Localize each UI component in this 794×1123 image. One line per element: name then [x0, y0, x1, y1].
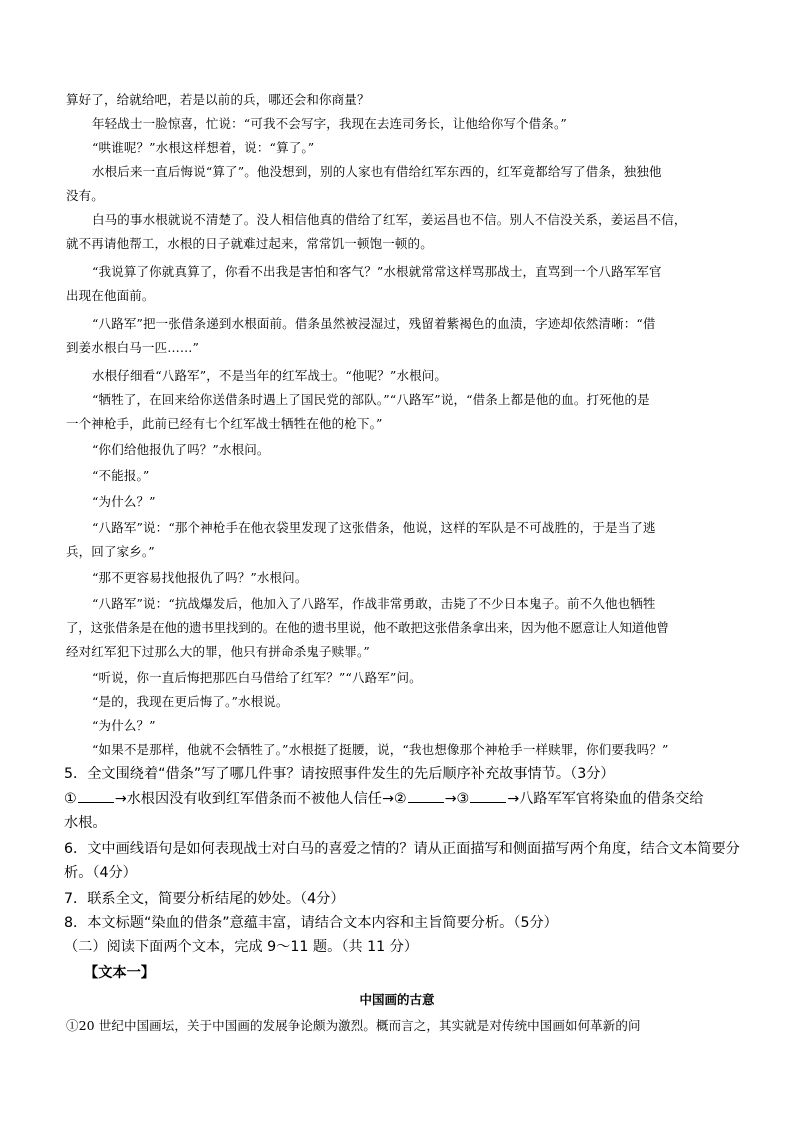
- story-line: “为什么？”: [92, 494, 156, 509]
- story-line: 出现在他面前。: [66, 288, 155, 303]
- question-6: 6．文中画线语句是如何表现战士对白马的喜爱之情的？请从正面描写和侧面描写两个角度，结合文本简要分: [64, 841, 740, 857]
- question-5-tail: 水根。: [64, 815, 107, 831]
- story-line: “八路军”说：“那个神枪手在他衣袋里发现了这张借条，他说，这样的军队是不可战胜的，于是当了逃: [92, 520, 656, 535]
- story-line: 没有。: [66, 188, 104, 203]
- story-line: 白马的事水根就说不清楚了。没人相信他真的借给了红军，姜运昌也不信。别人不信没关系，姜运昌不信，: [92, 212, 687, 227]
- story-line: 到姜水根白马一匹……”: [66, 340, 200, 355]
- answer-blank-1[interactable]: [78, 788, 114, 803]
- text-1-label: 【文本一】: [84, 965, 155, 981]
- story-line: “是的，我现在更后悔了。”水根说。: [92, 694, 289, 709]
- q5-marker-3: →③: [444, 791, 470, 807]
- question-5: 5．全文围绕着“借条”写了哪几件事？请按照事件发生的先后顺序补充故事情节。（3分）: [64, 766, 615, 782]
- article-first-line: ①20 世纪中国画坛，关于中国画的发展争论颇为激烈。概而言之，其实就是对传统中国画如何革新的问: [66, 1018, 641, 1033]
- story-line: 一个神枪手，此前已经有七个红军战士牺牲在他的枪下。”: [66, 416, 383, 431]
- question-8: 8．本文标题“染血的借条”意蕴丰富，请结合文本内容和主旨简要分析。（5分）: [64, 915, 558, 931]
- story-line: 年轻战士一脸惊喜，忙说：“可我不会写字，我现在去连司务长，让他给你写个借条。”: [92, 116, 567, 131]
- section-2-heading: （二）阅读下面两个文本，完成 9～11 题。（共 11 分）: [64, 939, 419, 955]
- story-line: “为什么？”: [92, 718, 156, 733]
- story-line: “如果不是那样，他就不会牺牲了。”水根挺了挺腰，说，“我也想像那个神枪手一样赎罪，你们要我吗？”: [92, 742, 669, 757]
- answer-blank-3[interactable]: [470, 788, 506, 803]
- question-6-cont: 析。（4分）: [64, 865, 137, 881]
- story-line: “不能报。”: [92, 468, 150, 483]
- article-title: 中国画的古意: [359, 992, 435, 1007]
- question-7: 7．联系全文，简要分析结尾的妙处。（4分）: [64, 891, 345, 907]
- story-line: “牺牲了，在回来给你送借条时遇上了国民党的部队。”“八路军”说，“借条上都是他的血。打死他的是: [92, 392, 650, 407]
- q5-marker-1: ①: [64, 791, 77, 807]
- story-line: 水根仔细看“八路军”，不是当年的红军战士。“他呢？”水根问。: [92, 368, 448, 383]
- story-line: 了，这张借条是在他的遗书里找到的。在他的遗书里说，他不敢把这张借条拿出来，因为他不愿意让人知道他曾: [66, 620, 669, 635]
- q5-event-4: →八路军军官将染血的借条交给: [507, 791, 704, 807]
- story-line: “哄谁呢？”水根这样想着，说：“算了。”: [92, 140, 315, 155]
- story-line: “我说算了你就真算了，你看不出我是害怕和客气？”水根就常常这样骂那战士，直骂到一个八路军军官: [92, 264, 662, 279]
- story-line: “八路军”把一张借条递到水根面前。借条虽然被浸湿过，残留着紫褐色的血渍，字迹却依然清晰：“借: [92, 316, 656, 331]
- story-line: “八路军”说：“抗战爆发后，他加入了八路军，作战非常勇敢，击毙了不少日本鬼子。前不久他也牺牲: [92, 596, 656, 611]
- story-line: 水根后来一直后悔说“算了”。他没想到，别的人家也有借给红军东西的，红军竟都给写了借条，独独他: [92, 164, 662, 179]
- story-line: “听说，你一直后悔把那匹白马借给了红军？”“八路军”问。: [92, 670, 422, 685]
- story-line: “那不更容易找他报仇了吗？”水根问。: [92, 570, 308, 585]
- story-line: 就不再请他帮工，水根的日子就难过起来，常常饥一顿饱一顿的。: [66, 236, 433, 251]
- story-line: 经对红军犯下过那么大的罪，他只有拼命杀鬼子赎罪。”: [66, 644, 370, 659]
- q5-event-2: →水根因没有收到红军借条而不被他人信任→②: [114, 791, 407, 807]
- question-5-answer-row: [64, 788, 794, 810]
- story-line: 算好了，给就给吧，若是以前的兵，哪还会和你商量？: [66, 92, 370, 107]
- story-line: “你们给他报仇了吗？”水根问。: [92, 442, 270, 457]
- story-line: 兵，回了家乡。”: [66, 544, 155, 559]
- answer-blank-2[interactable]: [408, 788, 444, 803]
